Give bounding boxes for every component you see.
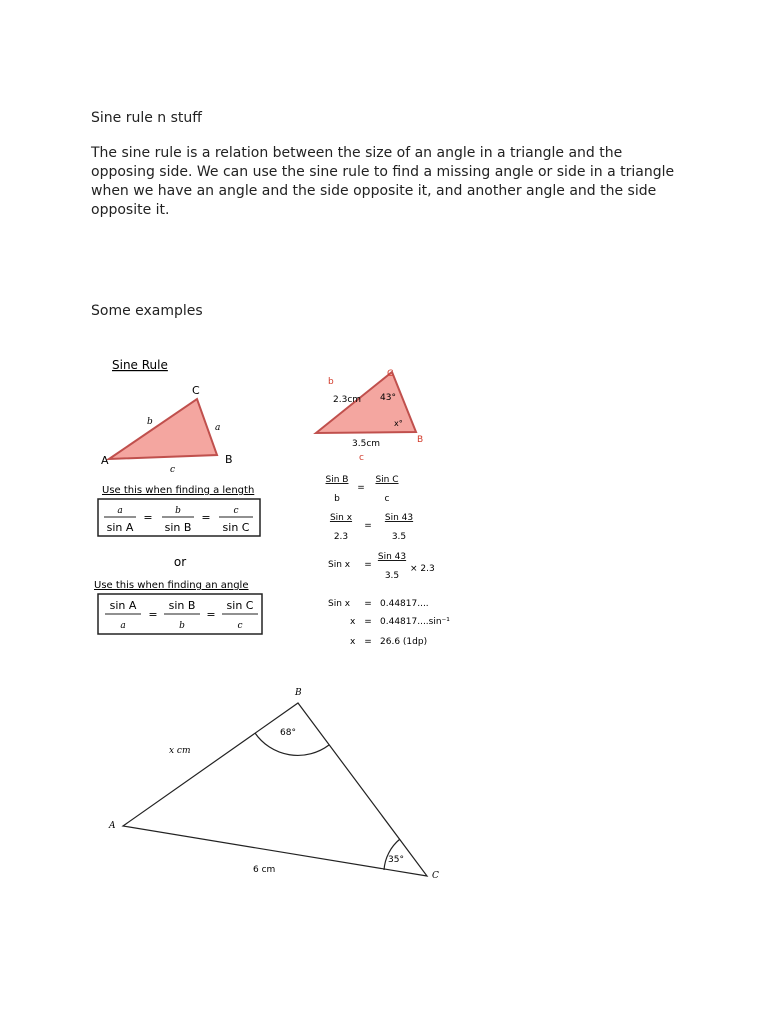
length-num-c: c bbox=[233, 506, 239, 516]
work3-equals: = bbox=[364, 560, 372, 570]
angle-den-b: b bbox=[179, 621, 185, 631]
example-label-b: b bbox=[328, 377, 334, 387]
side-c-label: c bbox=[170, 465, 176, 475]
side-x-label: x cm bbox=[169, 746, 191, 756]
length-num-b: b bbox=[175, 506, 181, 516]
side-base-label: 6 cm bbox=[253, 865, 276, 875]
work3-lhs: Sin x bbox=[328, 560, 351, 570]
examples-heading: Some examples bbox=[91, 303, 203, 319]
or-label: or bbox=[173, 555, 187, 569]
worked-example-figure bbox=[312, 362, 462, 652]
work3-rhs-mult: × 2.3 bbox=[410, 564, 435, 574]
work2-rhs-den: 3.5 bbox=[391, 532, 407, 542]
angle-num-sin-a: sin A bbox=[109, 599, 137, 612]
vertex-a-label: A bbox=[101, 454, 109, 467]
work2-rhs-num: Sin 43 bbox=[384, 513, 414, 523]
angle-b-label: 68° bbox=[280, 728, 296, 738]
example-x-label: x° bbox=[394, 419, 403, 428]
example-side-label: 2.3cm bbox=[333, 395, 362, 405]
work1-rhs-num: Sin C bbox=[375, 475, 399, 485]
angle-num-sin-b: sin B bbox=[168, 599, 196, 612]
vertex-a-label: A bbox=[109, 821, 116, 831]
sine-rule-figure bbox=[92, 352, 282, 642]
work3-rhs-den: 3.5 bbox=[384, 571, 400, 581]
work1-equals: = bbox=[357, 483, 365, 493]
work1-rhs-den: c bbox=[384, 494, 390, 504]
example-label-b-vertex: B bbox=[417, 435, 424, 445]
work5-equals: = bbox=[364, 617, 372, 627]
vertex-b-label: B bbox=[295, 688, 302, 698]
vertex-b-label: B bbox=[225, 453, 233, 466]
work3-rhs-num: Sin 43 bbox=[377, 552, 407, 562]
angle-equals-1: = bbox=[148, 608, 158, 621]
example-base-label: 3.5cm bbox=[352, 439, 381, 449]
reference-triangle bbox=[109, 399, 217, 459]
length-equals-2: = bbox=[201, 511, 211, 524]
exercise-triangle bbox=[123, 703, 427, 876]
work4-equals: = bbox=[364, 599, 372, 609]
triangle-exercise-figure bbox=[88, 680, 458, 890]
work2-lhs-num: Sin x bbox=[329, 513, 353, 523]
work1-lhs-num: Sin B bbox=[325, 475, 349, 485]
example-angle-label: 43° bbox=[380, 393, 396, 403]
length-den-sin-c: sin C bbox=[222, 521, 250, 534]
length-caption: Use this when finding a length bbox=[102, 485, 255, 496]
side-b-label: b bbox=[147, 417, 153, 427]
vertex-c-label: C bbox=[432, 871, 439, 881]
angle-den-c: c bbox=[237, 621, 243, 631]
work2-equals: = bbox=[364, 521, 372, 531]
work2-lhs-den: 2.3 bbox=[333, 532, 349, 542]
length-num-a: a bbox=[117, 506, 123, 516]
example-label-c-top: C bbox=[387, 369, 394, 379]
side-a-label: a bbox=[215, 423, 221, 433]
work5-rhs: 0.44817....sin⁻¹ bbox=[380, 617, 450, 627]
work4-rhs: 0.44817.... bbox=[380, 599, 429, 609]
length-den-sin-a: sin A bbox=[106, 521, 134, 534]
example-label-c-bottom: c bbox=[359, 453, 364, 463]
length-equals-1: = bbox=[143, 511, 153, 524]
work6-rhs: 26.6 (1dp) bbox=[380, 637, 428, 647]
work4-lhs: Sin x bbox=[328, 599, 351, 609]
work1-lhs-den: b bbox=[334, 494, 340, 504]
work6-lhs: x bbox=[350, 637, 356, 647]
angle-caption: Use this when finding an angle bbox=[94, 580, 249, 591]
sine-rule-heading: Sine Rule bbox=[112, 358, 168, 372]
work6-equals: = bbox=[364, 637, 372, 647]
angle-c-label: 35° bbox=[388, 855, 404, 865]
page-title: Sine rule n stuff bbox=[91, 110, 202, 126]
angle-equals-2: = bbox=[206, 608, 216, 621]
angle-den-a: a bbox=[120, 621, 126, 631]
length-den-sin-b: sin B bbox=[164, 521, 192, 534]
vertex-c-label: C bbox=[192, 384, 200, 397]
angle-num-sin-c: sin C bbox=[226, 599, 254, 612]
intro-paragraph: The sine rule is a relation between the size of an angle in a triangle and the opposing side. We can use the sine rule to find a missing angle or side in a triangle when we have an angle and the side opposite it, and another angle and the side opposite it. bbox=[91, 145, 675, 218]
work5-lhs: x bbox=[350, 617, 356, 627]
